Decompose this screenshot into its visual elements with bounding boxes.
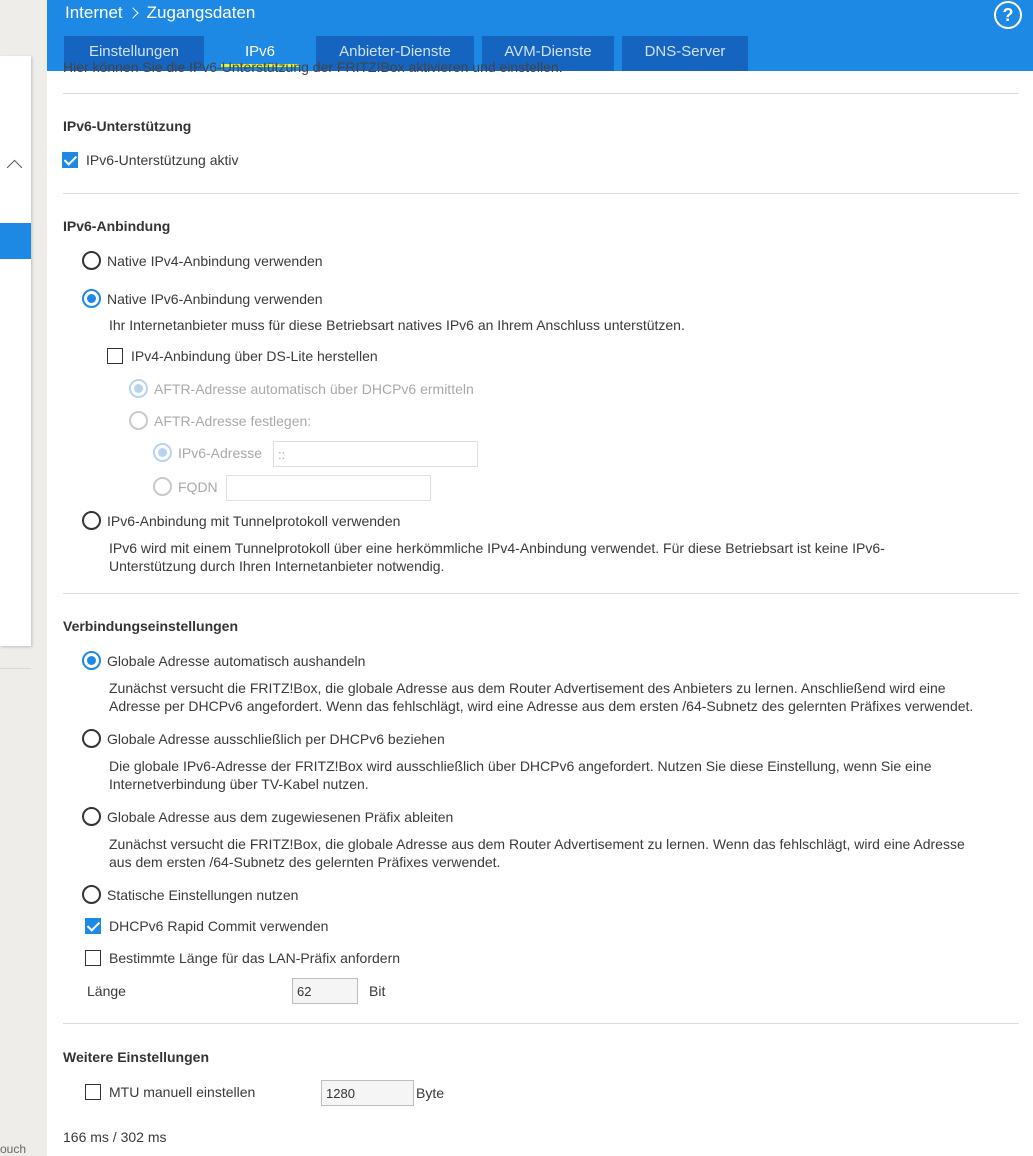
- radio-button[interactable]: [82, 251, 101, 270]
- tab-anbieter-dienste[interactable]: Anbieter-Dienste: [316, 36, 474, 71]
- description-line: Die globale IPv6-Adresse der FRITZ!Box wird ausschließlich über DHCPv6 angefordert. Nutzen Sie diese Einstellung, wenn Sie eine: [109, 758, 932, 774]
- description-line: Internetverbindung über TV-Kabel nutzen.: [109, 776, 369, 792]
- description-line: aus dem ersten /64-Subnetz des gelernten Präfixes verwendet.: [109, 854, 501, 870]
- tunnel-description-line: IPv6 wird mit einem Tunnelprotokoll über eine herkömmliche IPv4-Anbindung verwendet. Für diese Betriebsart ist keine IPv6-: [109, 540, 885, 556]
- mtu-checkbox[interactable]: [85, 1084, 101, 1100]
- mtu-label[interactable]: MTU manuell einstellen: [109, 1084, 256, 1100]
- sidebar-footer-text[interactable]: ouch: [0, 1142, 27, 1156]
- radio-label: AFTR-Adresse festlegen:: [154, 412, 312, 429]
- native-ipv6-description: Ihr Internetanbieter muss für diese Betriebsart natives IPv6 an Ihrem Anschluss unterstützen.: [109, 317, 685, 333]
- breadcrumb: [65, 3, 255, 23]
- aftr-fqdn-input: [226, 475, 431, 501]
- radio-native-ipv4[interactable]: [82, 251, 323, 270]
- radio-aftr-ipv6-address: [153, 443, 262, 462]
- sidebar-active-item[interactable]: [0, 223, 31, 259]
- breadcrumb-parent[interactable]: Internet: [65, 3, 123, 22]
- radio-label: IPv6-Adresse: [178, 444, 263, 461]
- radio-button[interactable]: [82, 651, 101, 670]
- radio-button: [153, 443, 172, 462]
- breadcrumb-current: Zugangsdaten: [146, 3, 256, 22]
- main-content: [47, 59, 1033, 1156]
- divider: [63, 1023, 1019, 1024]
- radio-global-prefix[interactable]: [82, 807, 453, 826]
- radio-button: [129, 411, 148, 430]
- length-input[interactable]: [292, 978, 358, 1004]
- ipv6-support-option[interactable]: [62, 152, 239, 168]
- dslite-option[interactable]: [107, 348, 378, 364]
- radio-label[interactable]: Globale Adresse automatisch aushandeln: [107, 652, 366, 669]
- length-unit: Bit: [369, 983, 386, 999]
- radio-button[interactable]: [82, 807, 101, 826]
- radio-label: AFTR-Adresse automatisch über DHCPv6 ermitteln: [154, 380, 474, 397]
- radio-label[interactable]: Statische Einstellungen nutzen: [107, 886, 299, 903]
- global-prefix-description: [109, 835, 965, 871]
- mtu-input[interactable]: [321, 1080, 414, 1106]
- chevron-right-icon: [127, 7, 138, 18]
- help-icon[interactable]: ?: [994, 1, 1022, 29]
- sidebar: [0, 0, 47, 1156]
- tunnel-description-line: Unterstützung durch Ihren Internetanbieter notwendig.: [109, 558, 445, 574]
- description-line: Zunächst versucht die FRITZ!Box, die globale Adresse aus dem Router Advertisement des Anbieters zu lernen. Anschließend wird eine: [109, 680, 946, 696]
- divider: [0, 668, 31, 669]
- radio-button: [129, 379, 148, 398]
- radio-global-auto[interactable]: [82, 651, 365, 670]
- dslite-checkbox[interactable]: [107, 348, 123, 364]
- length-label: Länge: [87, 983, 126, 999]
- radio-global-dhcp[interactable]: [82, 729, 445, 748]
- tab-avm-dienste[interactable]: AVM-Dienste: [482, 36, 614, 71]
- global-dhcp-description: [109, 757, 932, 793]
- section-title-connection-settings: Verbindungseinstellungen: [63, 618, 239, 634]
- mtu-option[interactable]: [85, 1084, 255, 1100]
- radio-label: FQDN: [178, 478, 218, 495]
- radio-button[interactable]: [82, 885, 101, 904]
- radio-button[interactable]: [82, 289, 101, 308]
- radio-aftr-fqdn: [153, 477, 218, 496]
- radio-button: [153, 477, 172, 496]
- description-line: Adresse per DHCPv6 angefordert. Wenn das fehlschlägt, wird eine Adresse aus dem ersten /64-Subnetz des gelernten Präfixes verwendet.: [109, 698, 974, 714]
- ipv6-support-checkbox[interactable]: [62, 152, 78, 168]
- tab-dns-server[interactable]: DNS-Server: [622, 36, 748, 71]
- rapid-commit-option[interactable]: [85, 918, 328, 934]
- tunnel-description: [109, 539, 885, 575]
- radio-native-ipv6[interactable]: [82, 289, 323, 308]
- radio-static[interactable]: [82, 885, 298, 904]
- radio-label[interactable]: Native IPv4-Anbindung verwenden: [107, 252, 323, 269]
- sidebar-menu-panel: [0, 56, 31, 646]
- chevron-up-icon[interactable]: [7, 160, 23, 176]
- mtu-unit: Byte: [416, 1085, 445, 1101]
- radio-aftr-auto: [129, 379, 474, 398]
- divider: [63, 93, 1019, 94]
- radio-label[interactable]: Native IPv6-Anbindung verwenden: [107, 290, 323, 307]
- timing-info: 166 ms / 302 ms: [63, 1129, 167, 1145]
- section-title-further-settings: Weitere Einstellungen: [63, 1049, 209, 1065]
- prefix-length-option[interactable]: [85, 950, 400, 966]
- radio-label[interactable]: Globale Adresse aus dem zugewiesenen Präfix ableiten: [107, 808, 454, 825]
- radio-button[interactable]: [82, 511, 101, 530]
- divider: [63, 593, 1019, 594]
- aftr-ipv6-address-input: [273, 441, 478, 467]
- dslite-label[interactable]: IPv4-Anbindung über DS-Lite herstellen: [131, 348, 378, 364]
- radio-button[interactable]: [82, 729, 101, 748]
- prefix-length-label[interactable]: Bestimmte Länge für das LAN-Präfix anfordern: [109, 950, 401, 966]
- section-title-ipv6-support: IPv6-Unterstützung: [63, 118, 192, 134]
- tab-ipv6-label: IPv6: [244, 43, 275, 60]
- description-line: Zunächst versucht die FRITZ!Box, die globale Adresse aus dem Router Advertisement zu lernen. Wenn das fehlschlägt, wird eine Adresse: [109, 836, 965, 852]
- intro-text: Hier können Sie die IPv6-Unterstützung der FRITZ!Box aktivieren und einstellen.: [63, 59, 563, 75]
- section-title-ipv6-connection: IPv6-Anbindung: [63, 218, 171, 234]
- radio-tunnel[interactable]: [82, 511, 400, 530]
- rapid-commit-label[interactable]: DHCPv6 Rapid Commit verwenden: [109, 918, 329, 934]
- radio-label[interactable]: Globale Adresse ausschließlich per DHCPv6 beziehen: [107, 730, 445, 747]
- rapid-commit-checkbox[interactable]: [85, 918, 101, 934]
- radio-label[interactable]: IPv6-Anbindung mit Tunnelprotokoll verwenden: [107, 512, 401, 529]
- tab-einstellungen[interactable]: Einstellungen: [64, 36, 204, 71]
- divider: [63, 193, 1019, 194]
- prefix-length-checkbox[interactable]: [85, 950, 101, 966]
- global-auto-description: [109, 679, 973, 715]
- radio-aftr-manual: [129, 411, 311, 430]
- ipv6-support-label[interactable]: IPv6-Unterstützung aktiv: [86, 152, 239, 168]
